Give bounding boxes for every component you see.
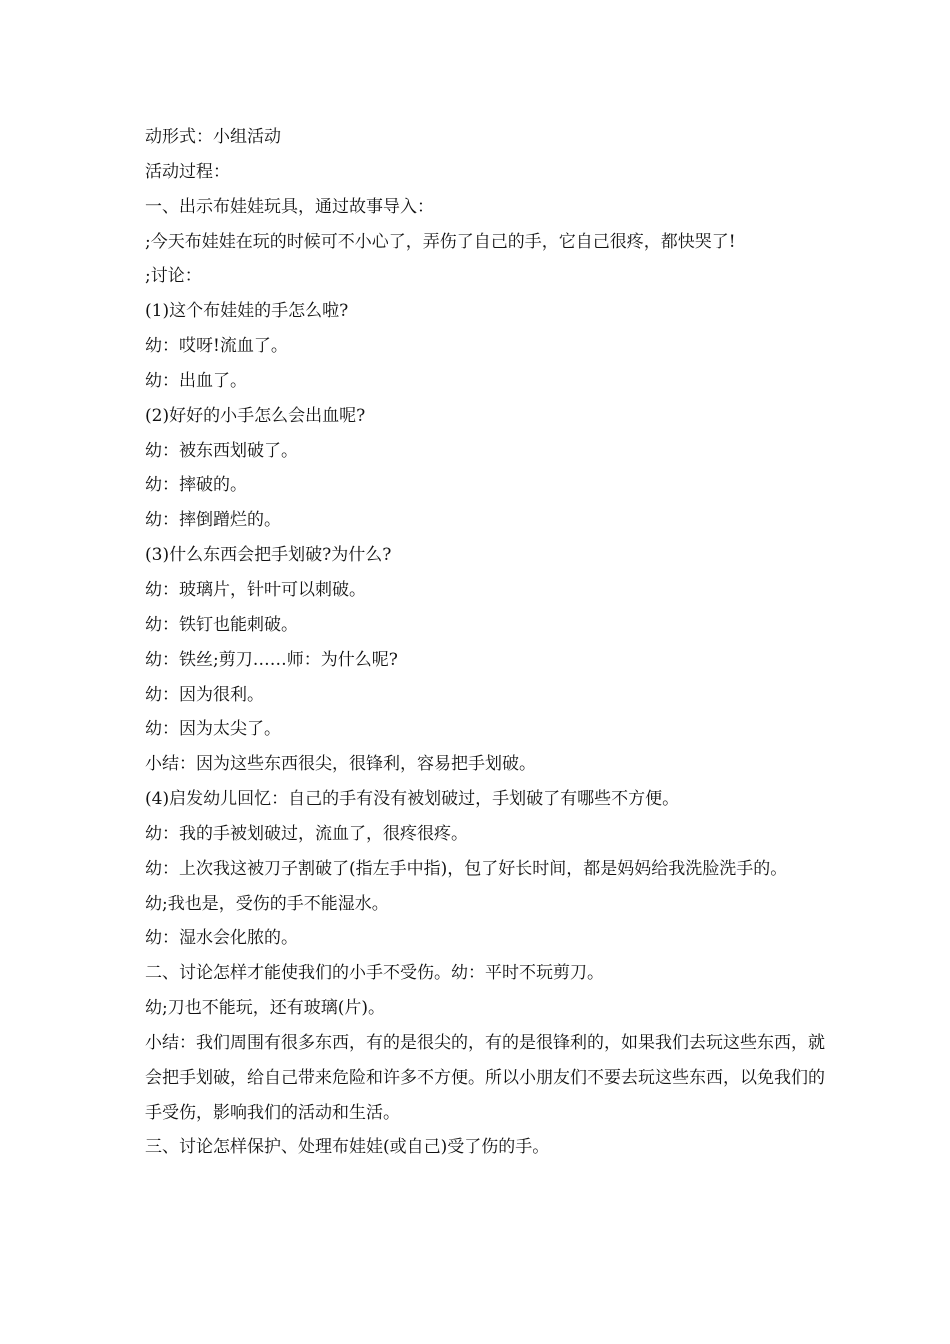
question-line: (4)启发幼儿回忆：自己的手有没有被划破过，手划破了有哪些不方便。 bbox=[145, 789, 680, 810]
section-heading: 三、讨论怎样保护、处理布娃娃(或自己)受了伤的手。 bbox=[145, 1137, 550, 1158]
answer-line: 幼：因为太尖了。 bbox=[145, 719, 281, 740]
summary-paragraph: 小结：我们周围有很多东西，有的是很尖的，有的是很锋利的，如果我们去玩这些东西，就会把手划破，给自己带来危险和许多不方便。所以小朋友们不要去玩这些东西，以免我们的手受伤，影响我们的活动和生活。 bbox=[145, 1032, 825, 1123]
document-body bbox=[145, 120, 825, 1165]
answer-line: 幼：玻璃片，针叶可以刺破。 bbox=[145, 579, 366, 600]
text-line: 活动过程： bbox=[145, 161, 230, 182]
text-line: ;今天布娃娃在玩的时候可不小心了，弄伤了自己的手，它自己很疼，都快哭了! bbox=[145, 231, 736, 252]
answer-line: 幼：湿水会化脓的。 bbox=[145, 928, 298, 949]
answer-line: 幼：哎呀!流血了。 bbox=[145, 336, 288, 357]
answer-line: 幼;刀也不能玩，还有玻璃(片)。 bbox=[145, 998, 385, 1019]
question-line: (2)好好的小手怎么会出血呢? bbox=[145, 405, 366, 426]
answer-line: 幼：出血了。 bbox=[145, 370, 247, 391]
answer-line: 幼：摔破的。 bbox=[145, 475, 247, 496]
summary-line: 小结：因为这些东西很尖，很锋利，容易把手划破。 bbox=[145, 754, 536, 775]
question-line: (3)什么东西会把手划破?为什么? bbox=[145, 545, 392, 566]
answer-line: 幼：铁钉也能刺破。 bbox=[145, 614, 298, 635]
answer-line: 幼;我也是，受伤的手不能湿水。 bbox=[145, 893, 389, 914]
answer-line: 幼：我的手被划破过，流血了，很疼很疼。 bbox=[145, 823, 468, 844]
answer-line: 幼：被东西划破了。 bbox=[145, 440, 298, 461]
section-heading: 二、讨论怎样才能使我们的小手不受伤。幼：平时不玩剪刀。 bbox=[145, 963, 604, 984]
section-heading: 一、出示布娃娃玩具，通过故事导入： bbox=[145, 196, 434, 217]
question-line: (1)这个布娃娃的手怎么啦? bbox=[145, 301, 349, 322]
answer-line: 幼：因为很利。 bbox=[145, 684, 264, 705]
text-line: ;讨论： bbox=[145, 266, 202, 287]
answer-line: 幼：摔倒蹭烂的。 bbox=[145, 510, 281, 531]
answer-paragraph: 幼：上次我这被刀子割破了(指左手中指)，包了好长时间，都是妈妈给我洗脸洗手的。 bbox=[145, 858, 788, 879]
answer-line: 幼：铁丝;剪刀……师：为什么呢? bbox=[145, 649, 398, 670]
text-line: 动形式：小组活动 bbox=[145, 127, 281, 147]
